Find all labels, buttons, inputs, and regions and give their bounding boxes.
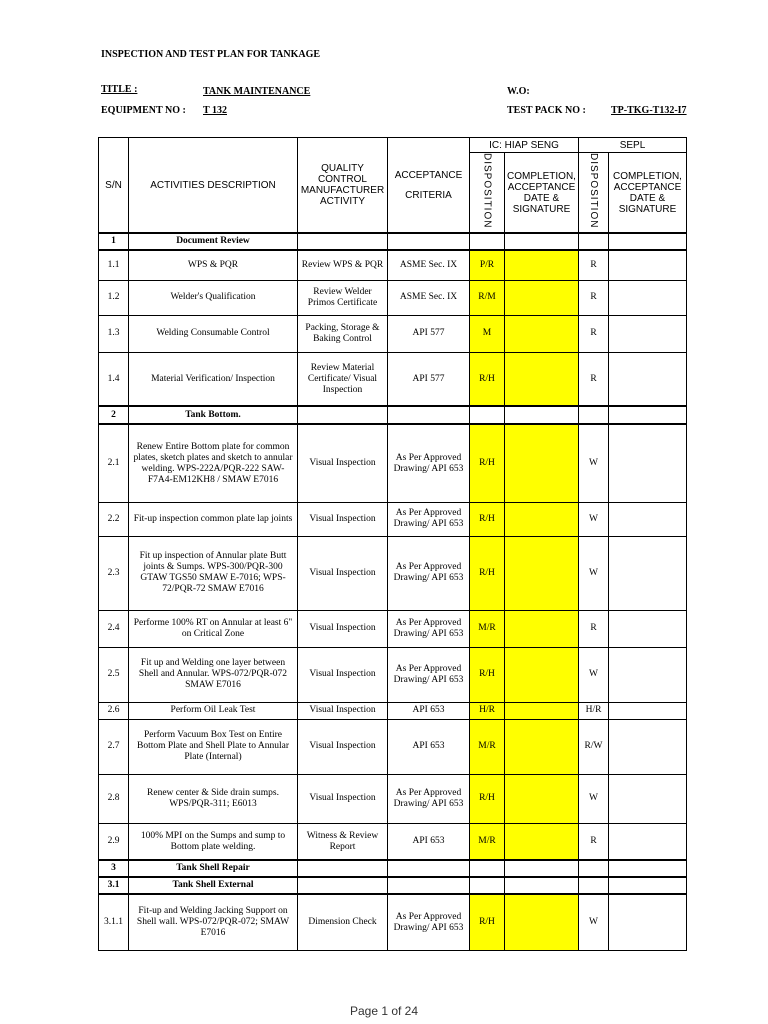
row-disposition: M/R <box>470 719 505 774</box>
row-sn: 3.1.1 <box>99 894 129 950</box>
row-criteria <box>388 877 470 894</box>
row-qc <box>298 233 388 250</box>
row-activity: Performe 100% RT on Annular at least 6" on Critical Zone <box>129 610 298 647</box>
row-criteria: As Per Approved Drawing/ API 653 <box>388 774 470 823</box>
row-activity: Perform Oil Leak Test <box>129 702 298 719</box>
row-activity: Fit-up and Welding Jacking Support on Shell wall. WPS-072/PQR-072; SMAW E7016 <box>129 894 298 950</box>
table-row <box>99 719 687 774</box>
row-criteria: As Per Approved Drawing/ API 653 <box>388 536 470 610</box>
row-disposition2: W <box>579 502 609 536</box>
row-disposition: R/M <box>470 280 505 315</box>
row-sn: 2.1 <box>99 424 129 502</box>
col-disposition-header <box>470 153 505 234</box>
row-completion2 <box>609 894 687 950</box>
row-sn: 3.1 <box>99 877 129 894</box>
table-row <box>99 774 687 823</box>
table-row <box>99 894 687 950</box>
table-row <box>99 250 687 280</box>
row-disposition <box>470 406 505 424</box>
row-completion <box>505 647 579 702</box>
row-completion2 <box>609 647 687 702</box>
col-sn-header: S/N <box>99 138 129 234</box>
row-activity: Renew center & Side drain sumps. WPS/PQR-311; E6013 <box>129 774 298 823</box>
row-criteria: As Per Approved Drawing/ API 653 <box>388 424 470 502</box>
row-activity: WPS & PQR <box>129 250 298 280</box>
criteria-header-line1: ACCEPTANCE <box>394 169 463 181</box>
disposition2-label: DISPOSITION <box>588 153 599 229</box>
page-number: Page 1 of 24 <box>349 1004 419 1018</box>
row-qc: Dimension Check <box>298 894 388 950</box>
table-row <box>99 536 687 610</box>
row-completion <box>505 233 579 250</box>
section-row <box>99 860 687 877</box>
section-row <box>99 877 687 894</box>
row-completion <box>505 406 579 424</box>
table-row <box>99 315 687 352</box>
row-criteria: API 653 <box>388 823 470 860</box>
row-completion <box>505 352 579 406</box>
row-qc <box>298 860 388 877</box>
row-completion2 <box>609 424 687 502</box>
row-disposition: M/R <box>470 610 505 647</box>
row-disposition2: R <box>579 250 609 280</box>
row-completion <box>505 823 579 860</box>
row-completion2 <box>609 610 687 647</box>
row-criteria: API 653 <box>388 719 470 774</box>
row-completion <box>505 502 579 536</box>
row-disposition <box>470 860 505 877</box>
row-sn: 2.7 <box>99 719 129 774</box>
equipment-label: EQUIPMENT NO : <box>101 105 186 116</box>
row-completion2 <box>609 315 687 352</box>
row-activity: 100% MPI on the Sumps and sump to Bottom plate welding. <box>129 823 298 860</box>
row-sn: 2.9 <box>99 823 129 860</box>
row-completion2 <box>609 280 687 315</box>
row-criteria: As Per Approved Drawing/ API 653 <box>388 647 470 702</box>
row-sn: 3 <box>99 860 129 877</box>
row-disposition2 <box>579 406 609 424</box>
row-criteria: API 577 <box>388 352 470 406</box>
row-disposition: R/H <box>470 774 505 823</box>
row-disposition: R/H <box>470 502 505 536</box>
row-disposition2: W <box>579 894 609 950</box>
row-disposition2: R/W <box>579 719 609 774</box>
row-disposition2: W <box>579 774 609 823</box>
row-criteria: ASME Sec. IX <box>388 280 470 315</box>
row-sn: 2.8 <box>99 774 129 823</box>
row-sn: 1.2 <box>99 280 129 315</box>
row-sn: 2.3 <box>99 536 129 610</box>
row-disposition2: R <box>579 610 609 647</box>
row-criteria: As Per Approved Drawing/ API 653 <box>388 610 470 647</box>
row-completion <box>505 250 579 280</box>
row-disposition: R/H <box>470 894 505 950</box>
row-activity: Fit up inspection of Annular plate Butt joints & Sumps. WPS-300/PQR-300 GTAW TGS50 SMAW E-7016; WPS-72/PQR-72 SMAW E7016 <box>129 536 298 610</box>
row-activity: Welder's Qualification <box>129 280 298 315</box>
section-title: Tank Bottom. <box>129 406 298 424</box>
row-qc: Review WPS & PQR <box>298 250 388 280</box>
row-qc <box>298 877 388 894</box>
document-title: INSPECTION AND TEST PLAN FOR TANKAGE <box>101 49 321 60</box>
row-disposition: P/R <box>470 250 505 280</box>
row-qc: Visual Inspection <box>298 536 388 610</box>
row-activity: Welding Consumable Control <box>129 315 298 352</box>
row-disposition2: R <box>579 280 609 315</box>
row-criteria <box>388 233 470 250</box>
row-sn: 1.4 <box>99 352 129 406</box>
row-completion2 <box>609 823 687 860</box>
row-qc: Packing, Storage & Baking Control <box>298 315 388 352</box>
row-criteria: ASME Sec. IX <box>388 250 470 280</box>
row-qc: Visual Inspection <box>298 610 388 647</box>
row-qc: Visual Inspection <box>298 702 388 719</box>
row-activity: Fit-up inspection common plate lap joints <box>129 502 298 536</box>
col-disposition2-header <box>579 153 609 234</box>
title-value: TANK MAINTENANCE <box>203 86 311 97</box>
row-completion2 <box>609 877 687 894</box>
row-completion <box>505 860 579 877</box>
row-completion <box>505 424 579 502</box>
group-header-row <box>99 138 687 153</box>
row-disposition2: H/R <box>579 702 609 719</box>
row-sn: 2.4 <box>99 610 129 647</box>
row-completion <box>505 877 579 894</box>
row-completion2 <box>609 719 687 774</box>
row-completion2 <box>609 502 687 536</box>
row-completion2 <box>609 860 687 877</box>
row-criteria: API 577 <box>388 315 470 352</box>
row-disposition2: W <box>579 647 609 702</box>
row-disposition2: R <box>579 315 609 352</box>
row-disposition <box>470 233 505 250</box>
row-disposition2: W <box>579 536 609 610</box>
equipment-value: T 132 <box>203 105 227 116</box>
row-completion2 <box>609 233 687 250</box>
row-criteria <box>388 860 470 877</box>
inspection-test-plan-table <box>98 137 687 951</box>
col-completion2-header: COMPLETION, ACCEPTANCE DATE & SIGNATURE <box>609 153 687 234</box>
table-row <box>99 502 687 536</box>
col-criteria-header <box>388 138 470 234</box>
row-qc: Visual Inspection <box>298 774 388 823</box>
section-title: Tank Shell Repair <box>129 860 298 877</box>
row-completion2 <box>609 774 687 823</box>
row-disposition: R/H <box>470 424 505 502</box>
criteria-header-line2: CRITERIA <box>405 189 452 201</box>
row-sn: 2.6 <box>99 702 129 719</box>
group-ic-header: IC: HIAP SENG <box>470 138 579 153</box>
row-qc: Witness & Review Report <box>298 823 388 860</box>
row-sn: 2.5 <box>99 647 129 702</box>
row-criteria: API 653 <box>388 702 470 719</box>
section-row <box>99 233 687 250</box>
col-qc-header: QUALITY CONTROL MANUFACTURER ACTIVITY <box>298 138 388 234</box>
table-row <box>99 823 687 860</box>
title-label: TITLE : <box>101 84 138 95</box>
row-disposition2 <box>579 877 609 894</box>
row-disposition2: R <box>579 352 609 406</box>
table-row <box>99 352 687 406</box>
row-disposition2: W <box>579 424 609 502</box>
row-completion2 <box>609 250 687 280</box>
col-activity-header: ACTIVITIES DESCRIPTION <box>129 138 298 234</box>
row-completion <box>505 610 579 647</box>
row-disposition: H/R <box>470 702 505 719</box>
group-sepl-header: SEPL <box>579 138 687 153</box>
row-completion <box>505 315 579 352</box>
row-disposition: R/H <box>470 352 505 406</box>
table-row <box>99 702 687 719</box>
row-qc: Visual Inspection <box>298 647 388 702</box>
row-qc: Review Material Certificate/ Visual Inspection <box>298 352 388 406</box>
row-completion2 <box>609 702 687 719</box>
row-disposition: R/H <box>470 536 505 610</box>
row-completion <box>505 702 579 719</box>
table-row <box>99 610 687 647</box>
row-disposition: M <box>470 315 505 352</box>
row-completion <box>505 774 579 823</box>
row-qc: Visual Inspection <box>298 719 388 774</box>
row-activity: Renew Entire Bottom plate for common plates, sketch plates and sketch to annular welding. WPS-222A/PQR-222 SAW-F7A4-EM12KH8 / SMAW E7016 <box>129 424 298 502</box>
row-activity: Perform Vacuum Box Test on Entire Bottom Plate and Shell Plate to Annular Plate (Internal) <box>129 719 298 774</box>
row-qc: Visual Inspection <box>298 424 388 502</box>
row-criteria: As Per Approved Drawing/ API 653 <box>388 894 470 950</box>
row-criteria <box>388 406 470 424</box>
row-qc: Visual Inspection <box>298 502 388 536</box>
section-title: Tank Shell External <box>129 877 298 894</box>
row-completion <box>505 536 579 610</box>
row-disposition2 <box>579 860 609 877</box>
section-title: Document Review <box>129 233 298 250</box>
disposition-label: DISPOSITION <box>481 153 493 229</box>
row-disposition: M/R <box>470 823 505 860</box>
row-completion <box>505 894 579 950</box>
row-sn: 1.1 <box>99 250 129 280</box>
wo-label: W.O: <box>507 86 530 97</box>
test-pack-label: TEST PACK NO : <box>507 105 586 116</box>
row-completion2 <box>609 406 687 424</box>
section-row <box>99 406 687 424</box>
col-completion-header: COMPLETION, ACCEPTANCE DATE & SIGNATURE <box>505 153 579 234</box>
row-disposition2: R <box>579 823 609 860</box>
row-activity: Material Verification/ Inspection <box>129 352 298 406</box>
row-sn: 2 <box>99 406 129 424</box>
row-sn: 1 <box>99 233 129 250</box>
row-disposition2 <box>579 233 609 250</box>
row-completion <box>505 719 579 774</box>
row-criteria: As Per Approved Drawing/ API 653 <box>388 502 470 536</box>
row-completion2 <box>609 536 687 610</box>
row-disposition <box>470 877 505 894</box>
test-pack-value: TP-TKG-T132-I7 <box>611 105 687 116</box>
row-activity: Fit up and Welding one layer between Shell and Annular. WPS-072/PQR-072 SMAW E7016 <box>129 647 298 702</box>
row-sn: 1.3 <box>99 315 129 352</box>
row-qc: Review Welder Primos Certificate <box>298 280 388 315</box>
row-qc <box>298 406 388 424</box>
row-disposition: R/H <box>470 647 505 702</box>
row-completion <box>505 280 579 315</box>
table-row <box>99 647 687 702</box>
table-row <box>99 280 687 315</box>
table-row <box>99 424 687 502</box>
row-completion2 <box>609 352 687 406</box>
row-sn: 2.2 <box>99 502 129 536</box>
